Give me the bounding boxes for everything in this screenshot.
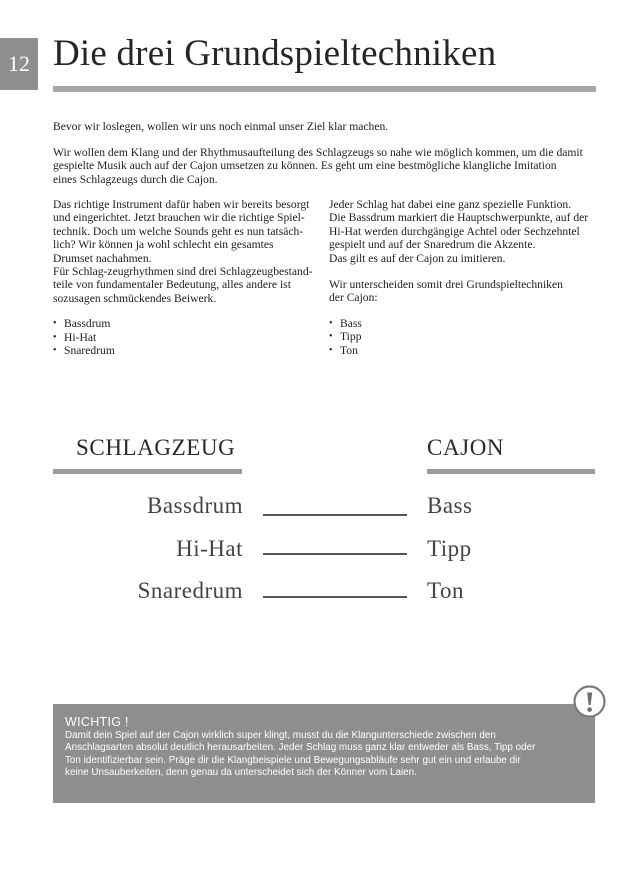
list-item: • Hi-Hat xyxy=(53,331,318,344)
intro-paragraph-1: Bevor wir loslegen, wollen wir uns noch einmal unser Ziel klar machen. xyxy=(53,120,389,133)
right-text-line: gespielt und auf der Snaredrum die Akzente. xyxy=(329,238,536,252)
mapping-right-bass: Bass xyxy=(427,493,473,518)
list-item: • Ton xyxy=(329,344,599,357)
right-bullet-list xyxy=(329,317,599,357)
right-text-line: Jeder Schlag hat dabei eine ganz spezielle Funktion. xyxy=(329,198,572,211)
list-item: • Bass xyxy=(329,317,599,330)
left-text-line: Drumset nachahmen. xyxy=(53,251,152,265)
intro-line: eines Schlagzeugs durch die Cajon. xyxy=(53,172,218,186)
mapping-left-hihat: Hi-Hat xyxy=(176,536,243,561)
schlagzeug-heading-rule xyxy=(53,469,242,474)
mapping-left-snaredrum: Snaredrum xyxy=(137,578,243,603)
notice-line: Anschlagsarten absolut deutlich herausarbeiten. Jeder Schlag muss ganz klar entweder als Bass, Tipp oder xyxy=(65,742,536,754)
title-underline xyxy=(53,86,596,92)
intro-line: gespielte Musik auch auf der Cajon umsetzen zu können. Es geht um eine bestmögliche klangliche Imitation xyxy=(53,159,557,173)
intro-paragraph-2 xyxy=(53,146,598,186)
list-item: • Bassdrum xyxy=(53,317,318,330)
left-text-line: sozusagen schmückendes Beiwerk. xyxy=(53,291,217,305)
list-item: • Tipp xyxy=(329,330,599,343)
schlagzeug-heading: SCHLAGZEUG xyxy=(76,435,236,460)
left-text-line: teile von fundamentaler Bedeutung, alles andere ist xyxy=(53,278,291,292)
mapping-left-bassdrum: Bassdrum xyxy=(147,493,243,518)
notice-line: Ton identifizierbar sein. Präge dir die Klangbeispiele und Bewegungsabläufe sehr gut ein und erlaube dir xyxy=(65,754,521,766)
important-notice-box xyxy=(53,704,595,803)
mapping-connector xyxy=(263,596,407,598)
left-column xyxy=(53,198,318,357)
notice-title: WICHTIG ! xyxy=(65,715,129,729)
right-text-line: Wir unterscheiden somit drei Grundspieltechniken xyxy=(329,278,563,292)
mapping-connector xyxy=(263,514,407,516)
right-text-line: Hi-Hat werden durchgängige Achtel oder Sechzehntel xyxy=(329,224,580,238)
notice-line: Damit dein Spiel auf der Cajon wirklich super klingt, musst du die Klangunterschiede zwischen den xyxy=(65,730,496,741)
left-text-line: technik. Doch um welche Sounds geht es nun tatsäch- xyxy=(53,224,304,238)
list-item: • Snaredrum xyxy=(53,344,318,357)
mapping-right-ton: Ton xyxy=(427,578,464,603)
left-text-line: lich? Wir können ja wohl schlecht ein gesamtes xyxy=(53,238,274,252)
left-text-line: Für Schlag-zeugrhythmen sind drei Schlagzeugbestand- xyxy=(53,265,313,279)
right-text-line: Die Bassdrum markiert die Hauptschwerpunkte, auf der xyxy=(329,211,589,225)
mapping-connector xyxy=(263,553,407,555)
exclamation-icon xyxy=(573,685,606,718)
page-number: 12 xyxy=(0,38,38,90)
right-text-line: Das gilt es auf der Cajon zu imitieren. xyxy=(329,251,506,265)
cajon-heading-rule xyxy=(427,469,595,474)
cajon-heading: CAJON xyxy=(427,435,505,460)
left-bullet-list xyxy=(53,317,318,357)
notice-line: keine Unsauberkeiten, denn genau da unterscheidet sich der Könner vom Laien. xyxy=(65,767,417,779)
right-column xyxy=(329,198,599,357)
left-text-line: Das richtige Instrument dafür haben wir bereits besorgt xyxy=(53,198,310,211)
left-text-line: und eingerichtet. Jetzt brauchen wir die richtige Spiel- xyxy=(53,211,305,225)
mapping-right-tipp: Tipp xyxy=(427,536,472,561)
notice-body xyxy=(65,730,583,780)
intro-line: Wir wollen dem Klang und der Rhythmusaufteilung des Schlagzeugs so nahe wie möglich kommen, um die damit xyxy=(53,146,583,159)
right-text-line: der Cajon: xyxy=(329,291,378,305)
page-title: Die drei Grundspieltechniken xyxy=(53,33,497,74)
